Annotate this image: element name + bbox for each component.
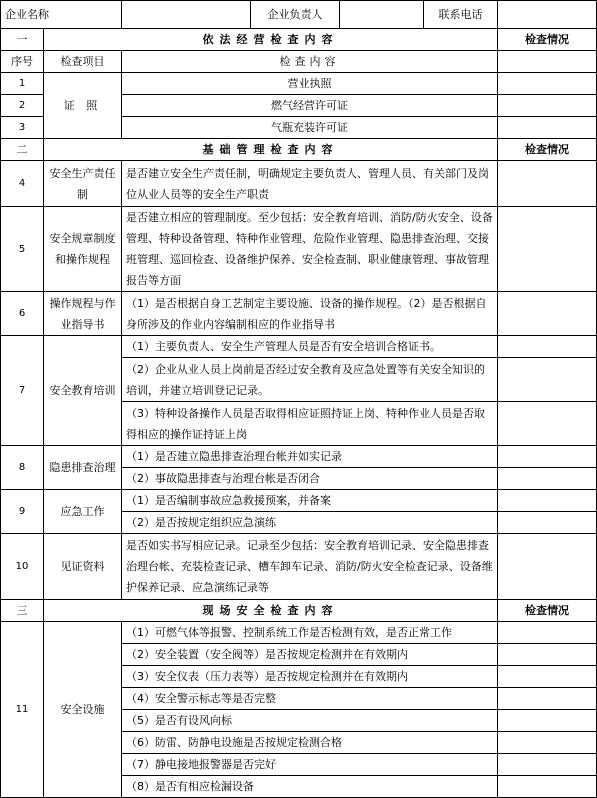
check-content: （1）主要负责人、安全生产管理人员是否有安全培训合格证书。 — [122, 336, 498, 358]
check-content: （1）可燃气体等报警、控制系统工作是否检测有效，是否正常工作 — [122, 622, 498, 644]
check-item: 证 照 — [44, 73, 122, 139]
row-number: 1 — [1, 73, 44, 95]
check-content: （2）安全装置（安全阀等）是否按规定检测并在有效期内 — [122, 644, 498, 666]
row-number: 3 — [1, 117, 44, 139]
status-cell[interactable] — [498, 358, 597, 402]
section-header-3 — [1, 600, 597, 622]
check-content: 是否如实书写相应记录。记录至少包括：安全教育培训记录、安全隐患排查治理台帐、充装检查记录、槽车卸车记录、消防/防火安全检查记录、设备维护保养记录、应急演练记录等 — [122, 534, 498, 600]
row-number: 9 — [1, 490, 44, 534]
check-item: 安全设施 — [44, 622, 122, 798]
check-content: （1）是否根据自身工艺制定主要设施、设备的操作规程。（2）是否根据自身所涉及的作业内容编制相应的作业指导书 — [122, 292, 498, 336]
row-number: 7 — [1, 336, 44, 446]
check-content: （5）是否有设风向标 — [122, 710, 498, 732]
check-content: 燃气经营许可证 — [122, 95, 498, 117]
check-content: 营业执照 — [122, 73, 498, 95]
status-cell[interactable] — [498, 292, 597, 336]
status-cell[interactable] — [498, 446, 597, 468]
status-cell[interactable] — [498, 117, 597, 139]
check-item: 应急工作 — [44, 490, 122, 534]
status-cell[interactable] — [498, 95, 597, 117]
status-cell[interactable] — [498, 161, 597, 207]
row-number: 6 — [1, 292, 44, 336]
check-content: （2）事故隐患排查与治理台帐是否闭合 — [122, 468, 498, 490]
col-item: 检查项目 — [44, 51, 122, 73]
check-content: 是否建立相应的管理制度。至少包括：安全教育培训、消防/防火安全、设备管理、特种设备管理、特种作业管理、危险作业管理、隐患排查治理、交接班管理、巡回检查、设备维护保养、安全检查制、职业健康管理、事故管理报告等方面 — [122, 207, 498, 292]
status-cell[interactable] — [498, 402, 597, 446]
table-row — [1, 336, 597, 358]
section-title: 基础管理检查内容 — [44, 139, 498, 161]
check-content: （1）是否建立隐患排查治理台帐并如实记录 — [122, 446, 498, 468]
status-cell[interactable] — [498, 512, 597, 534]
check-content: （2）是否按规定组织应急演练 — [122, 512, 498, 534]
table-row — [1, 161, 597, 207]
status-cell[interactable] — [498, 51, 597, 73]
section-status-label: 检查情况 — [498, 29, 597, 51]
row-number: 10 — [1, 534, 44, 600]
status-cell[interactable] — [498, 468, 597, 490]
phone-label: 联系电话 — [424, 1, 498, 29]
check-item: 安全生产责任制 — [44, 161, 122, 207]
check-item: 见证资料 — [44, 534, 122, 600]
owner-field[interactable] — [340, 1, 424, 29]
section-header-1 — [1, 29, 597, 51]
section-header-2 — [1, 139, 597, 161]
check-item: 操作规程与作业指导书 — [44, 292, 122, 336]
check-content: 是否建立安全生产责任制，明确规定主要负责人、管理人员、有关部门及岗位从业人员等的安全生产职责 — [122, 161, 498, 207]
row-number: 2 — [1, 95, 44, 117]
table-row — [1, 73, 597, 95]
check-item: 安全教育培训 — [44, 336, 122, 446]
company-name-field[interactable] — [122, 1, 251, 29]
status-cell[interactable] — [498, 688, 597, 710]
status-cell[interactable] — [498, 754, 597, 776]
status-cell[interactable] — [498, 710, 597, 732]
row-number: 5 — [1, 207, 44, 292]
status-cell[interactable] — [498, 666, 597, 688]
table-row — [1, 490, 597, 512]
owner-label: 企业负责人 — [251, 1, 340, 29]
check-content: （2）企业从业人员上岗前是否经过安全教育及应急处置等有关安全知识的培训，并建立培训登记记录。 — [122, 358, 498, 402]
phone-field[interactable] — [498, 1, 597, 29]
check-content: （3）安全仪表（压力表等）是否按规定检测并在有效期内 — [122, 666, 498, 688]
status-cell[interactable] — [498, 534, 597, 600]
col-content: 检查内容 — [122, 51, 498, 73]
status-cell[interactable] — [498, 490, 597, 512]
company-name-label: 企业名称 — [1, 1, 122, 29]
section-number: 一 — [1, 29, 44, 51]
col-no: 序号 — [1, 51, 44, 73]
section-title: 依法经营检查内容 — [44, 29, 498, 51]
row-number: 4 — [1, 161, 44, 207]
column-header-row — [1, 51, 597, 73]
table-row — [1, 534, 597, 600]
status-cell[interactable] — [498, 644, 597, 666]
check-content: （7）静电接地报警器是否完好 — [122, 754, 498, 776]
status-cell[interactable] — [498, 776, 597, 798]
row-number: 8 — [1, 446, 44, 490]
table-row — [1, 292, 597, 336]
header-row — [1, 1, 597, 29]
check-content: （8）是否有相应检漏设备 — [122, 776, 498, 798]
section-number: 二 — [1, 139, 44, 161]
check-item: 隐患排查治理 — [44, 446, 122, 490]
check-content: （3）特种设备操作人员是否取得相应证照持证上岗、特种作业人员是否取得相应的操作证持证上岗 — [122, 402, 498, 446]
check-content: （4）安全警示标志等是否完整 — [122, 688, 498, 710]
status-cell[interactable] — [498, 336, 597, 358]
table-row — [1, 207, 597, 292]
section-title: 现场安全检查内容 — [44, 600, 498, 622]
check-item: 安全规章制度和操作规程 — [44, 207, 122, 292]
check-content: （1）是否编制事故应急救援预案，并备案 — [122, 490, 498, 512]
check-content: （6）防雷、防静电设施是否按规定检测合格 — [122, 732, 498, 754]
section-number: 三 — [1, 600, 44, 622]
status-cell[interactable] — [498, 732, 597, 754]
status-cell[interactable] — [498, 622, 597, 644]
status-cell[interactable] — [498, 73, 597, 95]
check-content: 气瓶充装许可证 — [122, 117, 498, 139]
section-status-label: 检查情况 — [498, 139, 597, 161]
row-number: 11 — [1, 622, 44, 798]
section-status-label: 检查情况 — [498, 600, 597, 622]
table-row — [1, 446, 597, 468]
status-cell[interactable] — [498, 207, 597, 292]
table-row — [1, 622, 597, 644]
